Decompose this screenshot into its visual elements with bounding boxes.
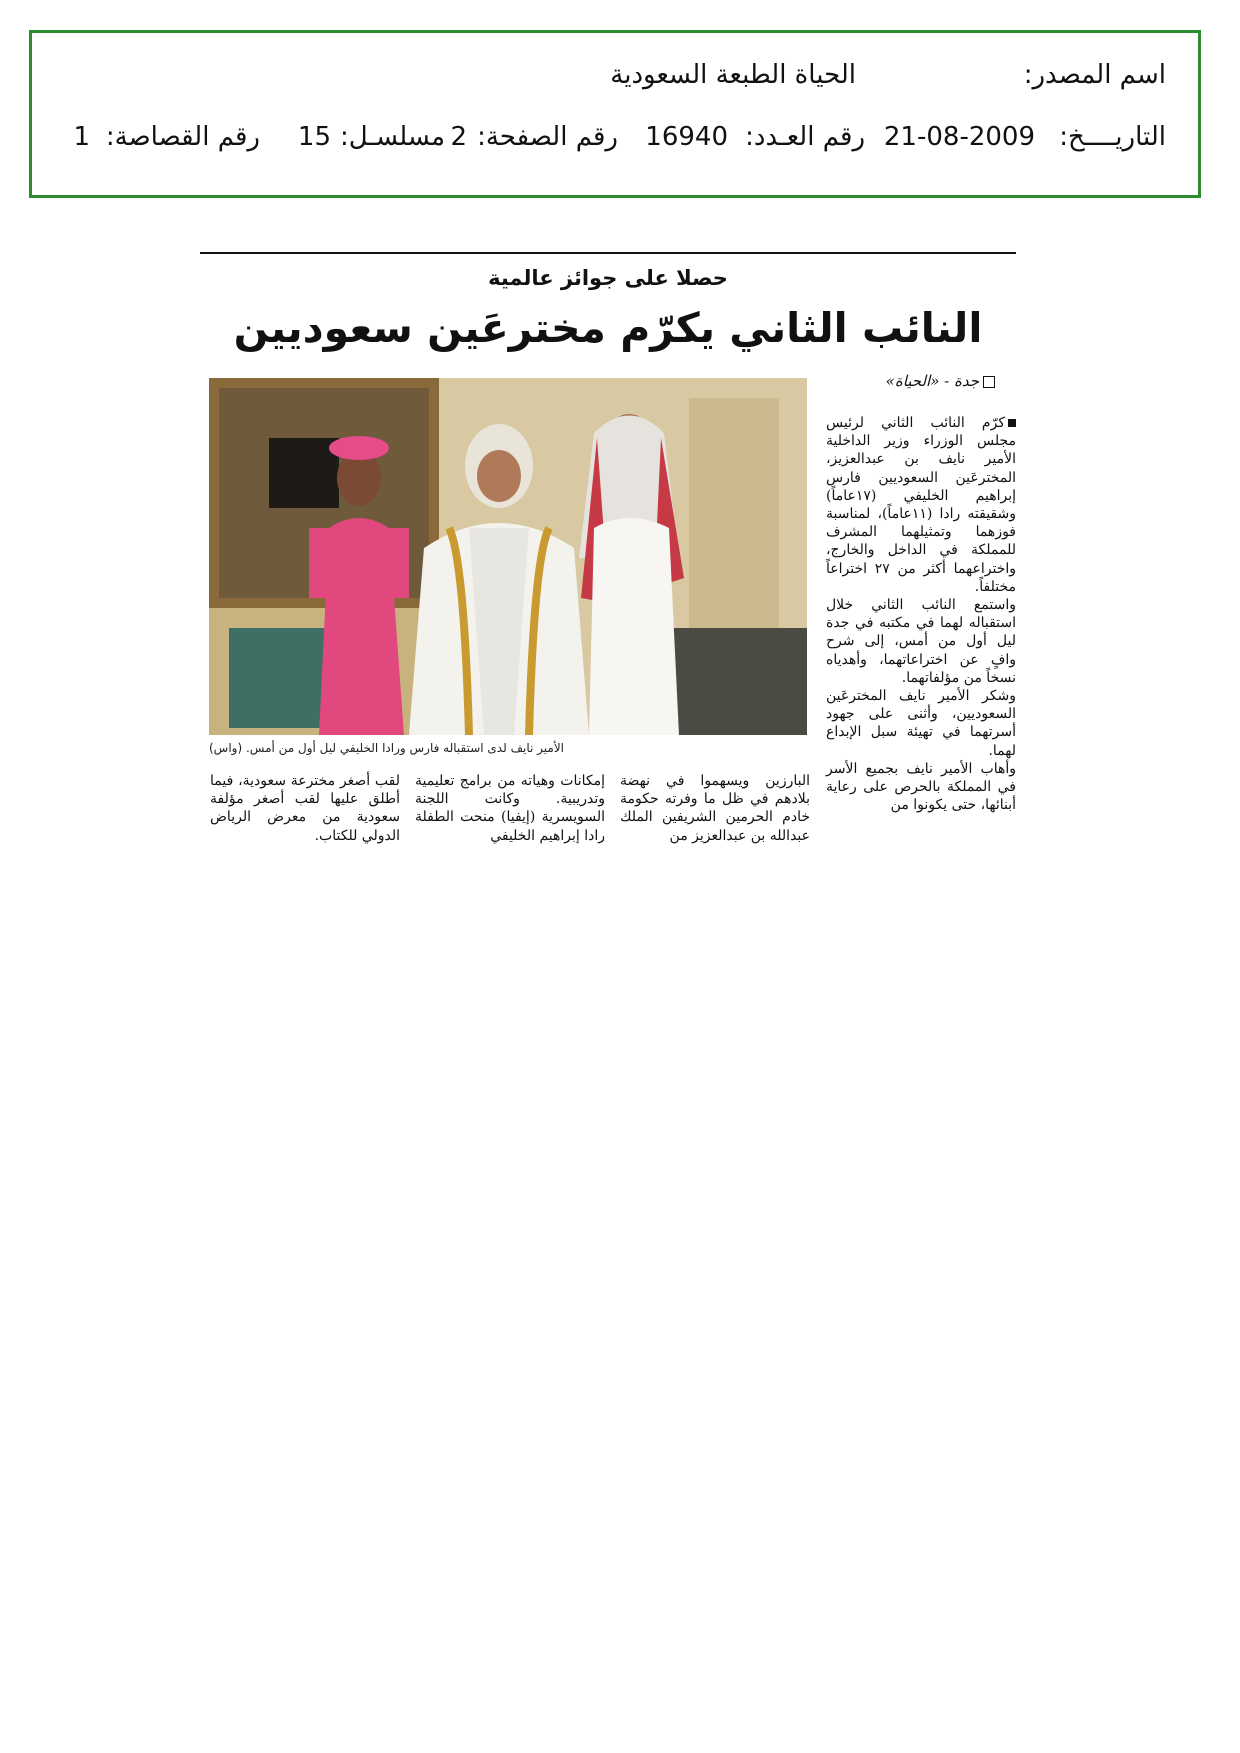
- clip-value: 1: [73, 122, 90, 152]
- date-label: التاريــــخ:: [1059, 122, 1166, 152]
- article-column-4: لقب أصغر مخترعة سعودية، فيما أطلق عليها لقب أصغر مؤلفة سعودية من معرض الرياض الدولي للكتاب.: [210, 773, 400, 844]
- page-label: رقم الصفحة:: [477, 122, 618, 152]
- issue-value: 16940: [645, 122, 728, 152]
- article-dateline: [886, 372, 995, 390]
- article-photo: [209, 378, 807, 735]
- issue-label: رقم العـدد:: [745, 122, 865, 152]
- square-bullet-icon: [1008, 419, 1016, 427]
- paragraph: [826, 414, 1016, 596]
- photo-illustration: [209, 378, 807, 735]
- photo-caption: الأمير نايف لدى استقباله فارس ورادا الخليفي ليل أول من أمس. (واس): [209, 741, 564, 755]
- clipping-metadata-box: [29, 30, 1201, 198]
- date-value: 21-08-2009: [883, 122, 1035, 152]
- square-bullet-icon: [983, 376, 995, 388]
- article-column-1: [826, 414, 1016, 814]
- source-value: الحياة الطبعة السعودية: [610, 60, 856, 90]
- page-value: 2: [450, 122, 467, 152]
- article-kicker: حصلا على جوائز عالمية: [488, 266, 728, 290]
- paragraph: وشكر الأمير نايف المخترعَين السعوديين، وأثنى على جهود أسرتهما في تهيئة سبل الإبداع لهما.: [826, 688, 1016, 759]
- paragraph: واستمع النائب الثاني خلال استقباله لهما في مكتبه في جدة ليل أول من أمس، إلى شرح وافٍ عن اختراعاتهما، وأهدياه نسخاً من مؤلفاتهما.: [826, 597, 1016, 686]
- dateline-text: جدة - «الحياة»: [885, 372, 979, 390]
- article-column-3: إمكانات وهياته من برامج تعليمية وتدريبية. وكانت اللجنة السويسرية (إيفيا) منحت الطفلة رادا إبراهيم الخليفي: [415, 773, 605, 844]
- clip-label: رقم القصاصة:: [105, 122, 260, 152]
- article-headline: النائب الثاني يكرّم مخترعَين سعوديين: [233, 304, 983, 352]
- serial-value: 15: [297, 122, 331, 152]
- article-top-rule: [200, 252, 1016, 254]
- serial-label: مسلسـل:: [340, 122, 445, 152]
- source-label: اسم المصدر:: [1023, 60, 1166, 90]
- paragraph: وأهاب الأمير نايف بجميع الأسر في المملكة بالحرص على رعاية أبنائها، حتى يكونوا من: [826, 760, 1016, 814]
- paragraph-text: كرّم النائب الثاني لرئيس مجلس الوزراء وزير الداخلية الأمير نايف بن عبدالعزيز، المخترعَين السعوديين فارس إبراهيم الخليفي (١٧عاماً) وشقيقته رادا (١١عاماً)، لمناسبة فوزهما وتمثيلهما المشرف للمملكة في الداخل والخارج، واختراعهما أكثر من ٢٧ اختراعاً مختلفاً.: [826, 415, 1017, 595]
- article-column-2: البارزين ويسهموا في نهضة بلادهم في ظل ما وفرته حكومة خادم الحرمين الشريفين الملك عبدالله بن عبدالعزيز من: [620, 773, 810, 844]
